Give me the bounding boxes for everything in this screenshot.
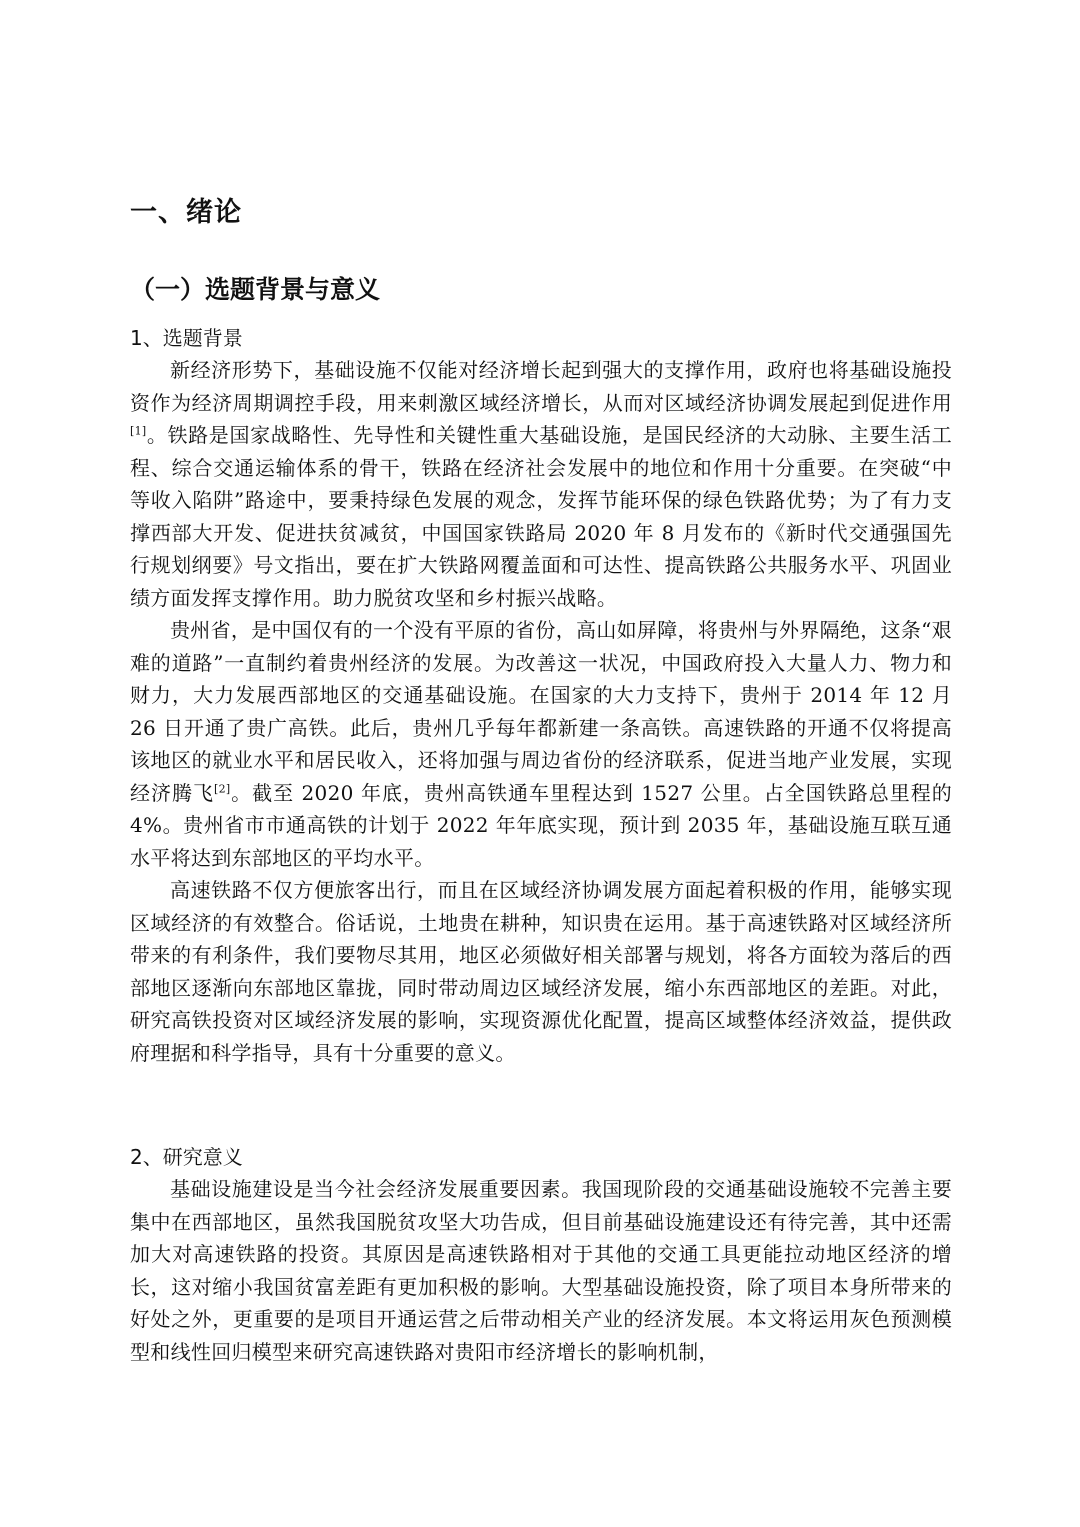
paragraph-text: 。截至 2020 年底，贵州高铁通车里程达到 1527 公里。占全国铁路总里程的 4%。贵州省市市通高铁的计划于 2022 年年底实现，预计到 2035 年，基础设施互联互通水平将达到东部地区的平均水平。 xyxy=(130,780,953,870)
paragraph-text: 新经济形势下，基础设施不仅能对经济增长起到强大的支撑作用，政府也将基础设施投资作为经济周期调控手段，用来刺激区域经济增长，从而对区域经济协调发展起到促进作用 xyxy=(130,358,952,415)
citation-ref: [2] xyxy=(214,781,231,795)
subsection-heading: 1、选题背景 xyxy=(130,326,243,350)
paragraph xyxy=(130,1173,952,1368)
paragraph xyxy=(130,354,952,614)
subsection-significance xyxy=(130,1141,952,1368)
paragraph xyxy=(130,874,952,1069)
paragraph-text: 贵州省，是中国仅有的一个没有平原的省份，高山如屏障，将贵州与外界隔绝，这条“艰难的道路”一直制约着贵州经济的发展。为改善这一状况，中国政府投入大量人力、物力和财力，大力发展西部地区的交通基础设施。在国家的大力支持下，贵州于 2014 年 12 月 26 日开通了贵广高铁。此后，贵州几乎每年都新建一条高铁。高速铁路的开通不仅将提高该地区的就业水平和居民收入，还将加强与周边省份的经济联系，促进当地产业发展，实现经济腾飞 xyxy=(130,618,952,805)
paragraph-text: 。铁路是国家战略性、先导性和关键性重大基础设施，是国民经济的大动脉、主要生活工程、综合交通运输体系的骨干，铁路在经济社会发展中的地位和作用十分重要。在突破“中等收入陷阱”路途中，要秉持绿色发展的观念，发挥节能环保的绿色铁路优势；为了有力支撑西部大开发、促进扶贫减贫，中国国家铁路局 2020 年 8 月发布的《新时代交通强国先行规划纲要》号文指出，要在扩大铁路网覆盖面和可达性、提高铁路公共服务水平、巩固业绩方面发挥支撑作用。助力脱贫攻坚和乡村振兴战略。 xyxy=(130,423,952,610)
section-heading: （一）选题背景与意义 xyxy=(130,275,381,304)
citation-ref: [1] xyxy=(130,424,147,438)
subsection-background xyxy=(130,322,952,1069)
paragraph-text: 基础设施建设是当今社会经济发展重要因素。我国现阶段的交通基础设施较不完善主要集中在西部地区，虽然我国脱贫攻坚大功告成，但目前基础设施建设还有待完善，其中还需加大对高速铁路的投资。其原因是高速铁路相对于其他的交通工具更能拉动地区经济的增长，这对缩小我国贫富差距有更加积极的影响。大型基础设施投资，除了项目本身所带来的好处之外，更重要的是项目开通运营之后带动相关产业的经济发展。本文将运用灰色预测模型和线性回归模型来研究高速铁路对贵阳市经济增长的影响机制， xyxy=(130,1177,952,1364)
paragraph xyxy=(130,614,952,874)
subsection-heading: 2、研究意义 xyxy=(130,1145,243,1169)
paragraph-text: 高速铁路不仅方便旅客出行，而且在区域经济协调发展方面起着积极的作用，能够实现区域经济的有效整合。俗话说，土地贵在耕种，知识贵在运用。基于高速铁路对区域经济所带来的有利条件，我们要物尽其用，地区必须做好相关部署与规划，将各方面较为落后的西部地区逐渐向东部地区靠拢，同时带动周边区域经济发展，缩小东西部地区的差距。对此，研究高铁投资对区域经济发展的影响，实现资源优化配置，提高区域整体经济效益，提供政府理据和科学指导，具有十分重要的意义。 xyxy=(130,878,952,1065)
chapter-heading: 一、绪论 xyxy=(130,197,242,228)
